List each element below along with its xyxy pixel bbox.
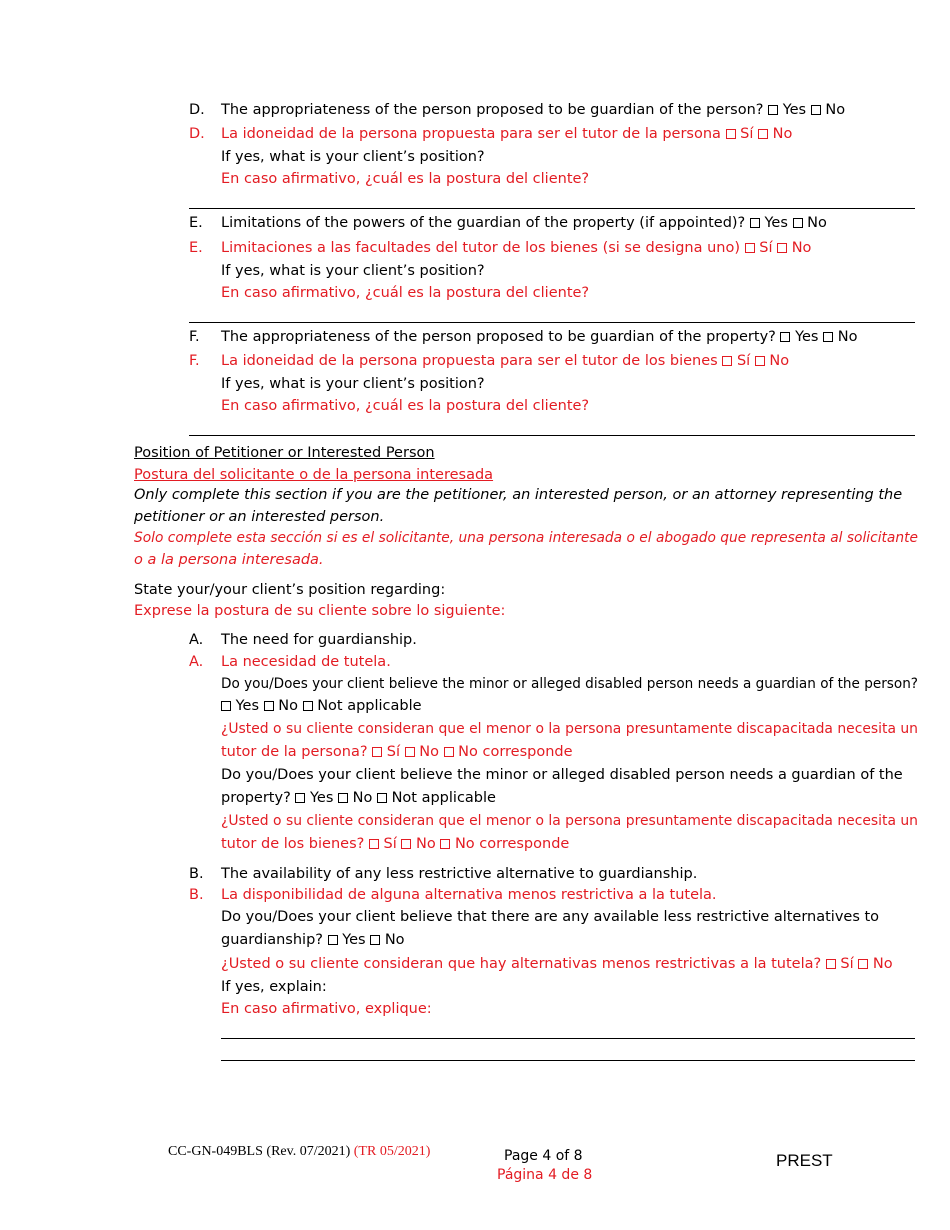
item-a-q2-yes-checkbox[interactable] [295,793,305,803]
item-f-no-checkbox[interactable] [823,332,833,342]
item-d-letter: D. [189,102,205,118]
item-a-q1-options: Yes No Not applicable [221,696,422,716]
item-d-letter-es: D. [189,126,205,142]
item-b-answer-line-1[interactable] [221,1038,915,1039]
item-a-q2-si-checkbox[interactable] [369,839,379,849]
item-d-no-checkbox[interactable] [811,105,821,115]
item-b-yes-checkbox[interactable] [328,935,338,945]
item-e-no-es-checkbox[interactable] [777,243,787,253]
item-f-position-en: If yes, what is your client’s position? [221,376,485,392]
section-instructions-en-1: Only complete this section if you are the petitioner, an interested person, or an attorney representing the [134,487,903,503]
item-f-question-es: La idoneidad de la persona propuesta para ser el tutor de los bienes Sí No [221,353,790,369]
item-b-no-es-checkbox[interactable] [858,959,868,969]
item-a-q2-es-2: tutor de los bienes? Sí No No corresponde [221,836,570,852]
item-f-letter-es: F. [189,353,200,369]
item-b-answer-line-2[interactable] [221,1060,915,1061]
item-a-q2-na-checkbox[interactable] [377,793,387,803]
item-a-q1-nc-checkbox[interactable] [444,747,454,757]
page-number-en: Page 4 of 8 [504,1148,583,1164]
item-d-yes-checkbox[interactable] [768,105,778,115]
item-b-q-es: ¿Usted o su cliente consideran que hay alternativas menos restrictivas a la tutela? Sí No [221,956,893,972]
item-e-si-checkbox[interactable] [745,243,755,253]
prest-label: PREST [776,1151,833,1170]
item-a-q1-no-checkbox[interactable] [264,701,274,711]
item-b-explain-en: If yes, explain: [221,979,327,995]
state-position-en: State your/your client’s position regarding: [134,582,446,598]
item-b-no-checkbox[interactable] [370,935,380,945]
item-a-q1-en: Do you/Does your client believe the minor or alleged disabled person needs a guardian of the person? [221,676,919,692]
item-b-si-checkbox[interactable] [826,959,836,969]
item-d-question-en: The appropriateness of the person proposed to be guardian of the person? Yes No [221,102,846,118]
item-a-q1-na-checkbox[interactable] [303,701,313,711]
item-e-question-en: Limitations of the powers of the guardian of the property (if appointed)? Yes No [221,215,827,231]
item-a-q2-en-1: Do you/Does your client believe the minor or alleged disabled person needs a guardian of the [221,767,903,783]
item-f-si-checkbox[interactable] [722,356,732,366]
item-d-si-checkbox[interactable] [726,129,736,139]
item-a-letter-es: A. [189,654,204,670]
state-position-es: Exprese la postura de su cliente sobre lo siguiente: [134,603,506,619]
item-e-no-checkbox[interactable] [793,218,803,228]
item-e-question-es: Limitaciones a las facultades del tutor de los bienes (si se designa uno) Sí No [221,240,812,256]
item-a-q1-es-2: tutor de la persona? Sí No No corresponde [221,744,573,760]
item-d-question-es: La idoneidad de la persona propuesta para ser el tutor de la persona Sí No [221,126,793,142]
item-f-yes-checkbox[interactable] [780,332,790,342]
item-e-position-es: En caso afirmativo, ¿cuál es la postura del cliente? [221,285,590,301]
item-b-letter-es: B. [189,887,204,903]
item-f-answer-line[interactable] [189,435,915,436]
item-b-title-es: La disponibilidad de alguna alternativa menos restrictiva a la tutela. [221,887,717,903]
item-d-answer-line[interactable] [189,208,915,209]
item-a-q2-nc-checkbox[interactable] [440,839,450,849]
form-code: CC-GN-049BLS (Rev. 07/2021) (TR 05/2021) [168,1144,431,1159]
item-d-position-es: En caso afirmativo, ¿cuál es la postura del cliente? [221,171,590,187]
item-f-no-es-checkbox[interactable] [755,356,765,366]
section-heading-en: Position of Petitioner or Interested Person [134,445,435,461]
item-a-q1-yes-checkbox[interactable] [221,701,231,711]
section-heading-es: Postura del solicitante o de la persona interesada [134,467,494,483]
item-b-title-en: The availability of any less restrictive alternative to guardianship. [221,866,698,882]
item-a-q2-no-checkbox[interactable] [338,793,348,803]
item-a-q2-es-1: ¿Usted o su cliente consideran que el menor o la persona presuntamente discapacitada necesita un [221,813,919,829]
item-a-title-en: The need for guardianship. [221,632,417,648]
item-b-q-en-1: Do you/Does your client believe that there are any available less restrictive alternatives to [221,909,880,925]
item-b-q-en-2: guardianship? Yes No [221,932,405,948]
item-e-yes-checkbox[interactable] [750,218,760,228]
item-a-letter: A. [189,632,204,648]
item-e-letter: E. [189,215,203,231]
item-e-letter-es: E. [189,240,203,256]
item-a-q1-es-1: ¿Usted o su cliente consideran que el menor o la persona presuntamente discapacitada necesita un [221,721,919,737]
item-f-question-en: The appropriateness of the person proposed to be guardian of the property? Yes No [221,329,858,345]
item-b-letter: B. [189,866,204,882]
item-f-letter: F. [189,329,200,345]
item-e-position-en: If yes, what is your client’s position? [221,263,485,279]
page-number-es: Página 4 de 8 [497,1167,593,1183]
item-a-q1-no-es-checkbox[interactable] [405,747,415,757]
section-instructions-es-2: o a la persona interesada. [134,552,324,568]
item-a-q2-en-2: property? Yes No Not applicable [221,790,496,806]
item-e-answer-line[interactable] [189,322,915,323]
item-d-position-en: If yes, what is your client’s position? [221,149,485,165]
item-a-q2-no-es-checkbox[interactable] [401,839,411,849]
item-f-position-es: En caso afirmativo, ¿cuál es la postura del cliente? [221,398,590,414]
item-a-title-es: La necesidad de tutela. [221,654,391,670]
section-instructions-es-1: Solo complete esta sección si es el solicitante, una persona interesada o el abogado que representa al solicitante [134,530,918,546]
item-a-q1-si-checkbox[interactable] [372,747,382,757]
item-d-no-es-checkbox[interactable] [758,129,768,139]
item-b-explain-es: En caso afirmativo, explique: [221,1001,432,1017]
section-instructions-en-2: petitioner or an interested person. [134,509,385,525]
